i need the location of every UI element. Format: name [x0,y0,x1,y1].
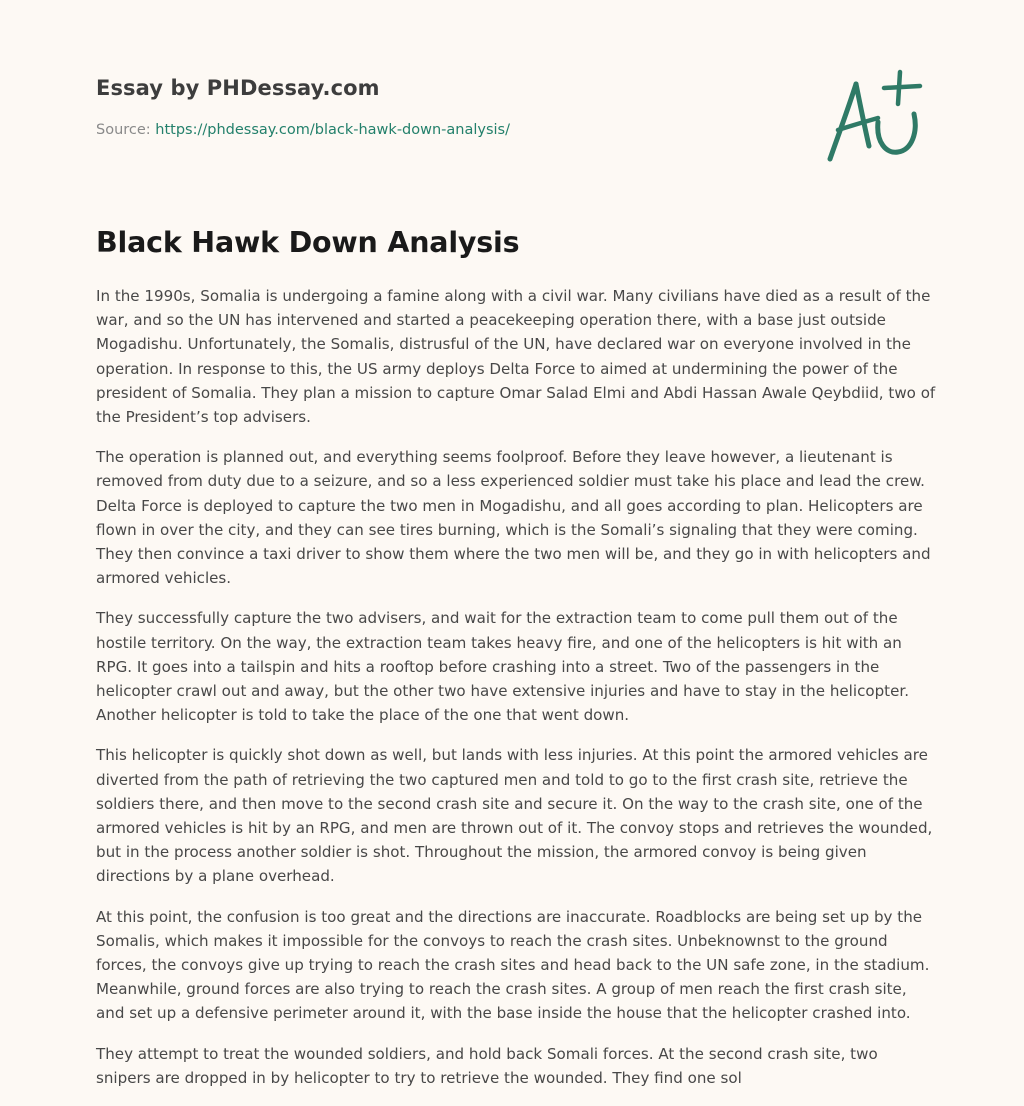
essay-paragraph: They successfully capture the two advisers, and wait for the extraction team to come pull them out of the hostile territory. On the way, the extraction team takes heavy fire, and one of the helicopters is hit with an RPG. It goes into a tailspin and hits a rooftop before crashing into a street. Two of the passengers in the helicopter crawl out and away, but the other two have extensive injuries and have to stay in the helicopter. Another helicopter is told to take the place of the one that went down. [96,609,910,725]
essay-paragraph: This helicopter is quickly shot down as well, but lands with less injuries. At this point the armored vehicles are diverted from the path of retrieving the two captured men and told to go to the first crash site, retrieve the soldiers there, and then move to the second crash site and secure it. On the way to the crash site, one of the armored vehicles is hit by an RPG, and men are thrown out of it. The convoy stops and retrieves the wounded, but in the process another soldier is shot. Throughout the mission, the armored convoy is being given directions by a plane overhead. [96,746,933,886]
essay-paragraph: The operation is planned out, and everything seems foolproof. Before they leave however, a lieutenant is removed from duty due to a seizure, and so a less experienced soldier must take his place and lead the crew. Delta Force is deployed to capture the two men in Mogadishu, and all goes according to plan. Helicopters are flown in over the city, and they can see tires burning, which is the Somali’s signaling that they were coming. They then convince a taxi driver to show them where the two men will be, and they go in with helicopters and armored vehicles. [96,448,931,588]
essay-paragraph: They attempt to treat the wounded soldiers, and hold back Somali forces. At the second crash site, two snipers are dropped in by helicopter to try to retrieve the wounded. They find one sol [96,1044,878,1087]
essay-header [96,76,928,138]
essay-paragraph: In the 1990s, Somalia is undergoing a famine along with a civil war. Many civilians have died as a result of the war, and so the UN has intervened and started a peacekeeping operation there, with a base just outside Mogadishu. Unfortunately, the Somalis, distrusful of the UN, have declared war on everyone involved in the operation. In response to this, the US army deploys Delta Force to aimed at undermining the power of the president of Somalia. They plan a mission to capture Omar Salad Elmi and Abdi Hassan Awale Qeybdiid, two of the President’s top advisers. [96,287,936,427]
source-link[interactable]: https://phdessay.com/black-hawk-down-analysis/ [155,122,510,138]
source-line [96,122,928,138]
source-label: Source: [96,122,151,138]
brand-name: Essay by PHDessay.com [96,76,380,100]
essay-title: Black Hawk Down Analysis [96,226,520,259]
essay-body [96,284,936,1106]
essay-paragraph: At this point, the confusion is too great and the directions are inaccurate. Roadblocks are being set up by the Somalis, which makes it impossible for the convoys to reach the crash sites. Unbeknownst to the ground forces, the convoys give up trying to reach the crash sites and head back to the UN safe zone, in the stadium. Meanwhile, ground forces are also trying to reach the crash sites. A group of men reach the first crash site, and set up a defensive perimeter around it, with the base inside the house that the helicopter crashed into. [96,907,930,1023]
a-plus-logo-icon [820,66,930,166]
